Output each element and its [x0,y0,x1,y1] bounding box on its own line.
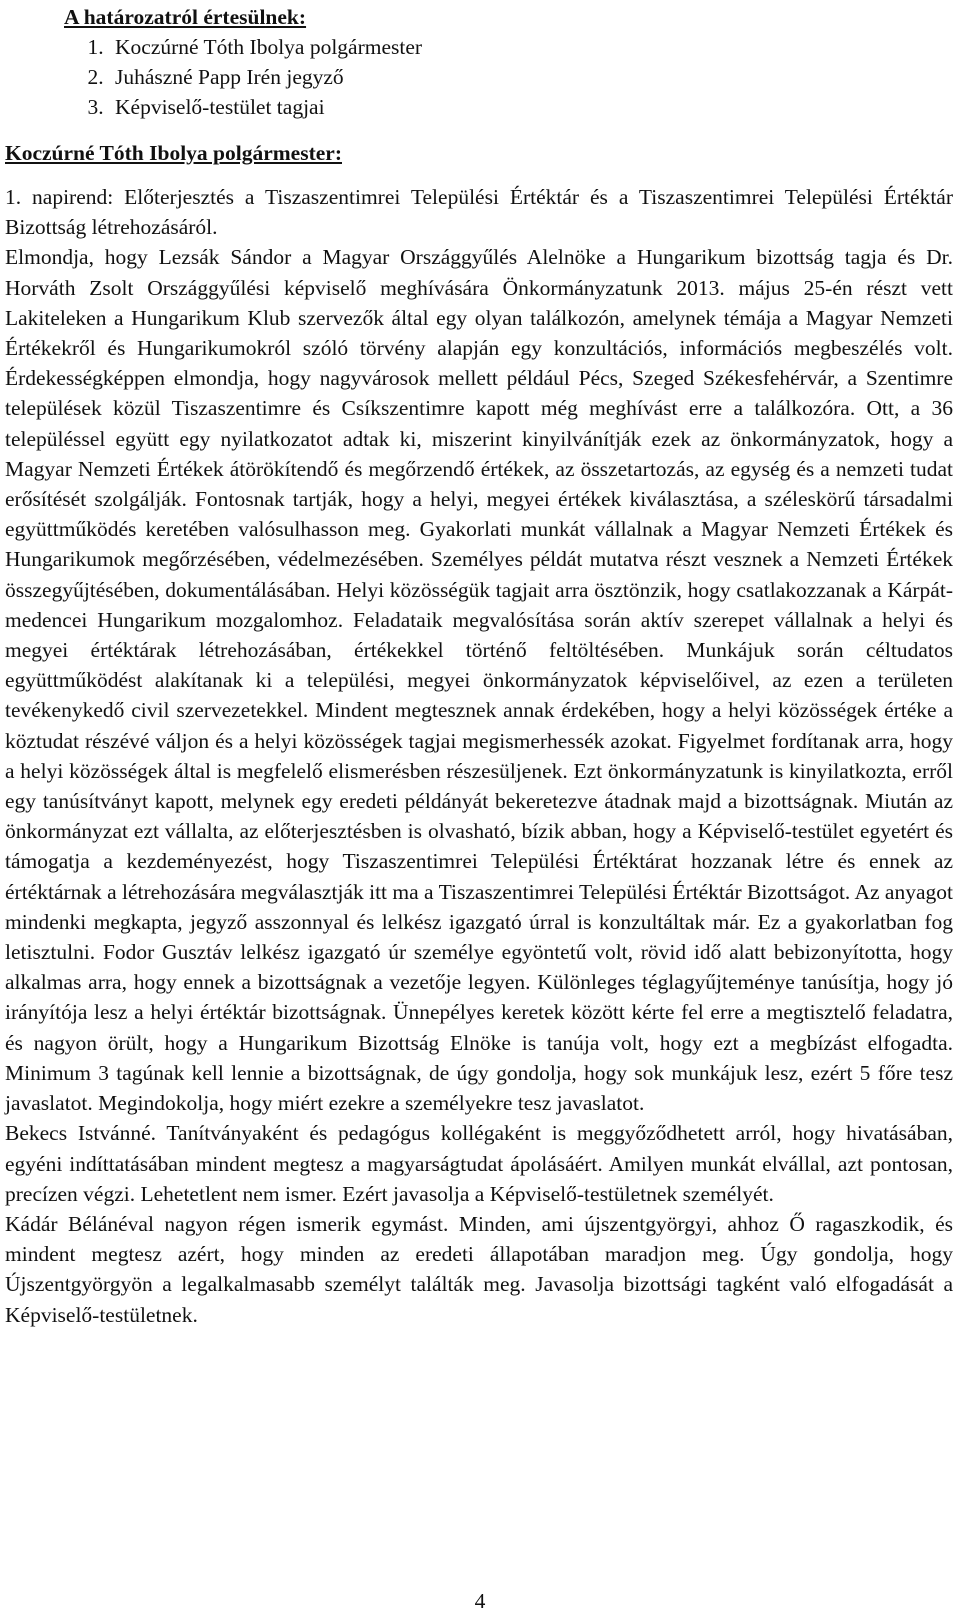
notice-heading: A határozatról értesülnek: [64,5,307,29]
recipient-item: 3. Képviselő-testület tagjai [109,92,953,122]
minutes-body [5,182,953,1330]
speaker-heading: Koczúrné Tóth Ibolya polgármester: [5,141,342,165]
recipient-list [5,32,953,122]
page-number: 4 [474,1589,486,1613]
body-paragraph: Elmondja, hogy Lezsák Sándor a Magyar Országgyűlés Alelnöke a Hungarikum bizottság tagja és Dr. Horváth Zsolt Országgyűlési képviselő meghívására Önkormányzatunk 2013. május 25-én részt vett Lakiteleken a Hungarikum Klub szervezők által egy olyan találkozón, amelynek témája a Magyar Nemzeti Értékekről és Hungarikumokról szóló törvény alapján egy konzultációs, információs megbeszélés volt. Érdekességképpen elmondja, hogy nagyvárosok mellett például Pécs, Szeged Székesfehérvár, a Szentimre települések közül Tiszaszentimre és Csíkszentimre kapott még meghívást erre a találkozóra. Ott, a 36 településsel együtt egy nyilatkozatot adtak ki, miszerint kinyilvánítják ezek az önkormányzatok, hogy a Magyar Nemzeti Értékek átörökítendő és megőrzendő értékek, az összetartozás, az egység és a nemzeti tudat erősítését szolgálják. Fontosnak tartják, hogy a helyi, megyei értékek kiválasztása, a széleskörű társadalmi együttműködés keretében valósulhasson meg. Gyakorlati munkát vállalnak a Magyar Nemzeti Értékek és Hungarikumok megőrzésében, védelmezésében. Személyes példát mutatva részt vesznek a Nemzeti Értékek összegyűjtésében, dokumentálásában. Helyi közösségük tagjait arra ösztönzik, hogy csatlakozzanak a Kárpát-medencei Hungarikum mozgalomhoz. Feladataik megvalósítása során aktív szerepet vállalnak a helyi és megyei értéktárak létrehozásában, értékekkel történő feltöltésében. Munkájuk során céltudatos együttműködést alakítanak ki a települési, megyei önkormányzatok képviselőivel, az ezen a területen tevékenykedő civil szervezetekkel. Mindent megtesznek annak érdekében, hogy a helyi közösségek értéke a köztudat részévé váljon és a helyi közösségek tagjai megismerhessék azokat. Figyelmet fordítanak arra, hogy a helyi közösségek által is megfelelő elismerésben részesüljenek. Ezt önkormányzatunk is kinyilatkozta, erről egy tanúsítványt kapott, melynek egy eredeti példányát bekeretezve átadnak majd a bizottságnak. Miután az önkormányzat ezt vállalta, az előterjesztésben is olvasható, bízik abban, hogy a Képviselő-testület egyetért és támogatja a kezdeményezést, hogy Tiszaszentimrei Települési Értéktárat hozzanak létre és ennek az értéktárnak a létrehozására megválasztják itt ma a Tiszaszentimrei Települési Értéktár Bizottságot. Az anyagot mindenki megkapta, jegyző asszonnyal és lelkész igazgató úrral is konzultáltak már. Ez a gyakorlatban fog letisztulni. Fodor Gusztáv lelkész igazgató úr személye egyöntetű volt, rövid idő alatt bebizonyította, hogy alkalmas arra, hogy ennek a bizottságnak a vezetője legyen. Különleges téglagyűjteménye tanúsítja, hogy jó irányítója lesz a helyi értéktár bizottságnak. Ünnepélyes keretek között kérte fel erre a megtisztelő feladatra, és nagyon örült, hogy a Hungarikum Bizottság Elnöke is tanúja volt, hogy ezt a megbízást elfogadta. Minimum 3 tagúnak kell lennie a bizottságnak, de úgy gondolja, hogy sok munkájuk lesz, ezért 5 főre tesz javaslatot. Megindokolja, hogy miért ezekre a személyekre tesz javaslatot. [5,245,953,1116]
document-page [5,0,953,1330]
body-paragraph: Bekecs Istvánné. Tanítványaként és pedagógus kollégaként is meggyőződhetett arról, hogy hivatásában, egyéni indíttatásában mindent megtesz a magyarságtudat ápolásáért. Amilyen munkát elvállal, azt pontosan, precízen végzi. Lehetetlent nem ismer. Ezért javasolja a Képviselő-testületnek személyét. [5,1121,953,1206]
recipient-item: 1. Koczúrné Tóth Ibolya polgármester [109,32,953,62]
recipient-item: 2. Juhászné Papp Irén jegyző [109,62,953,92]
agenda-item-paragraph: 1. napirend: Előterjesztés a Tiszaszentimrei Települési Értéktár és a Tiszaszentimrei Települési Értéktár Bizottság létrehozásáról. [5,185,953,240]
body-paragraph: Kádár Bélánéval nagyon régen ismerik egymást. Minden, ami újszentgyörgyi, ahhoz Ő ragaszkodik, és mindent megtesz azért, hogy minden az eredeti állapotában maradjon meg. Úgy gondolja, hogy Újszentgyörgyön a legalkalmasabb személyt találták meg. Javasolja bizottsági tagként való elfogadását a Képviselő-testületnek. [5,1211,953,1327]
